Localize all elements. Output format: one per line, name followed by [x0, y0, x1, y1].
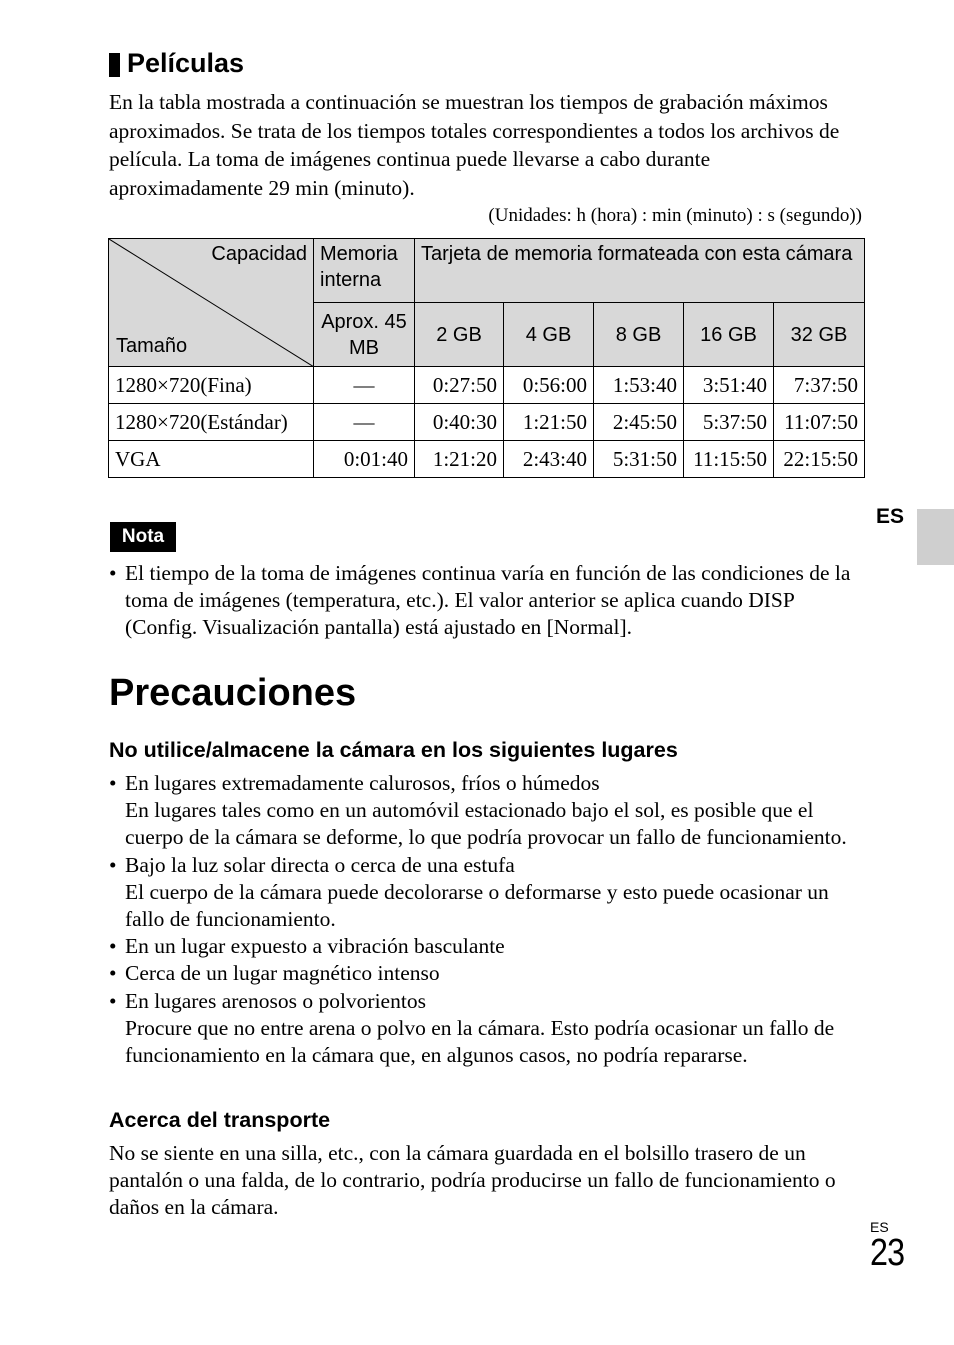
- language-tab-label: ES: [876, 505, 905, 528]
- item-detail: Procure que no entre arena o polvo en la cámara. Esto podría ocasionar un fallo de funcionamiento en la cámara que, en algunos casos, no podría repararse.: [125, 1015, 835, 1068]
- corner-capacity-label: Capacidad: [211, 243, 307, 265]
- table-row: [109, 441, 865, 478]
- subheader-cell: 2 GB: [415, 303, 504, 367]
- table-cell: 0:27:50: [415, 367, 504, 404]
- table-cell: 1:21:50: [504, 404, 594, 441]
- section-title: Películas: [127, 48, 245, 78]
- note-list: [109, 560, 869, 642]
- table-cell: 11:07:50: [774, 404, 865, 441]
- row-size-label: 1280×720(Fina): [109, 367, 314, 404]
- table-cell: 7:37:50: [774, 367, 865, 404]
- item-detail: El cuerpo de la cámara puede decolorarse o deformarse y esto puede ocasionar un fallo de funcionamiento.: [125, 879, 829, 932]
- transport-heading: Acerca del transporte: [109, 1108, 331, 1132]
- item-head: Bajo la luz solar directa o cerca de una estufa: [125, 852, 515, 877]
- table-cell: 2:43:40: [504, 441, 594, 478]
- section-heading: [109, 48, 244, 79]
- note-text: El tiempo de la toma de imágenes continua varía en función de las condiciones de la toma de imágenes (temperatura, etc.). El valor anterior se aplica cuando DISP (Config. Visualización pantalla) está ajustado en [Normal].: [125, 561, 851, 640]
- subheader-cell: Aprox. 45 MB: [314, 303, 415, 367]
- intro-paragraph: En la tabla mostrada a continuación se muestran los tiempos de grabación máximos aproximados. Se trata de los tiempos totales correspondientes a todos los archivos de película. La toma de imágenes continua puede llevarse a cabo durante aproximadamente 29 min (minuto).: [109, 90, 840, 200]
- recording-time-table: [108, 238, 865, 478]
- memory-card-header: Tarjeta de memoria formateada con esta cámara: [415, 239, 865, 303]
- table-cell: 1:21:20: [415, 441, 504, 478]
- precautions-list: [109, 770, 869, 1069]
- list-item: [109, 988, 869, 1070]
- page-title: Precauciones: [109, 672, 357, 714]
- list-item: [109, 960, 869, 987]
- table-cell: —: [314, 367, 415, 404]
- table-cell: —: [314, 404, 415, 441]
- list-item: [109, 770, 869, 852]
- row-size-label: 1280×720(Estándar): [109, 404, 314, 441]
- page-number: 23: [870, 1232, 905, 1274]
- section-marker-icon: [109, 53, 120, 77]
- bullet-icon: •: [109, 934, 117, 959]
- subheader-cell: 32 GB: [774, 303, 865, 367]
- item-head: En lugares extremadamente calurosos, fríos o húmedos: [125, 771, 600, 795]
- list-item: [109, 933, 869, 960]
- table-cell: 22:15:50: [774, 441, 865, 478]
- note-badge: Nota: [110, 522, 176, 552]
- table-cell: 0:40:30: [415, 404, 504, 441]
- subheader-cell: 8 GB: [594, 303, 684, 367]
- table-cell: 5:37:50: [684, 404, 774, 441]
- precautions-subtitle: No utilice/almacene la cámara en los siguientes lugares: [109, 738, 678, 762]
- subheader-cell: 4 GB: [504, 303, 594, 367]
- row-size-label: VGA: [109, 441, 314, 478]
- table-cell: 11:15:50: [684, 441, 774, 478]
- table-cell: 0:01:40: [314, 441, 415, 478]
- table-cell: 2:45:50: [594, 404, 684, 441]
- table-cell: 3:51:40: [684, 367, 774, 404]
- subheader-cell: 16 GB: [684, 303, 774, 367]
- bullet-icon: •: [109, 961, 117, 986]
- table-cell: 0:56:00: [504, 367, 594, 404]
- bullet-icon: •: [109, 988, 117, 1013]
- item-head: Cerca de un lugar magnético intenso: [125, 961, 440, 986]
- table-row: [109, 367, 865, 404]
- corner-header-cell: [109, 239, 314, 367]
- table-cell: 5:31:50: [594, 441, 684, 478]
- internal-memory-header: Memoria interna: [314, 239, 415, 303]
- units-note: (Unidades: h (hora) : min (minuto) : s (segundo)): [488, 205, 862, 226]
- bullet-icon: •: [109, 852, 117, 877]
- item-head: En lugares arenosos o polvorientos: [125, 988, 426, 1013]
- transport-paragraph: No se siente en una silla, etc., con la cámara guardada en el bolsillo trasero de un pantalón o una falda, de lo contrario, podría producirse un fallo de funcionamiento o daños en la cámara.: [109, 1141, 836, 1220]
- item-detail: En lugares tales como en un automóvil estacionado bajo el sol, es posible que el cuerpo de la cámara se deforme, lo que podría provocar un fallo de funcionamiento.: [125, 798, 847, 850]
- language-tab-marker: [917, 509, 954, 565]
- item-head: En un lugar expuesto a vibración basculante: [125, 934, 505, 959]
- footer-lang: ES: [870, 1219, 889, 1235]
- list-item: [109, 852, 869, 934]
- bullet-icon: •: [109, 771, 117, 795]
- bullet-icon: •: [109, 561, 117, 585]
- table-row: [109, 404, 865, 441]
- corner-size-label: Tamaño: [116, 335, 188, 357]
- list-item: [109, 560, 869, 642]
- table-cell: 1:53:40: [594, 367, 684, 404]
